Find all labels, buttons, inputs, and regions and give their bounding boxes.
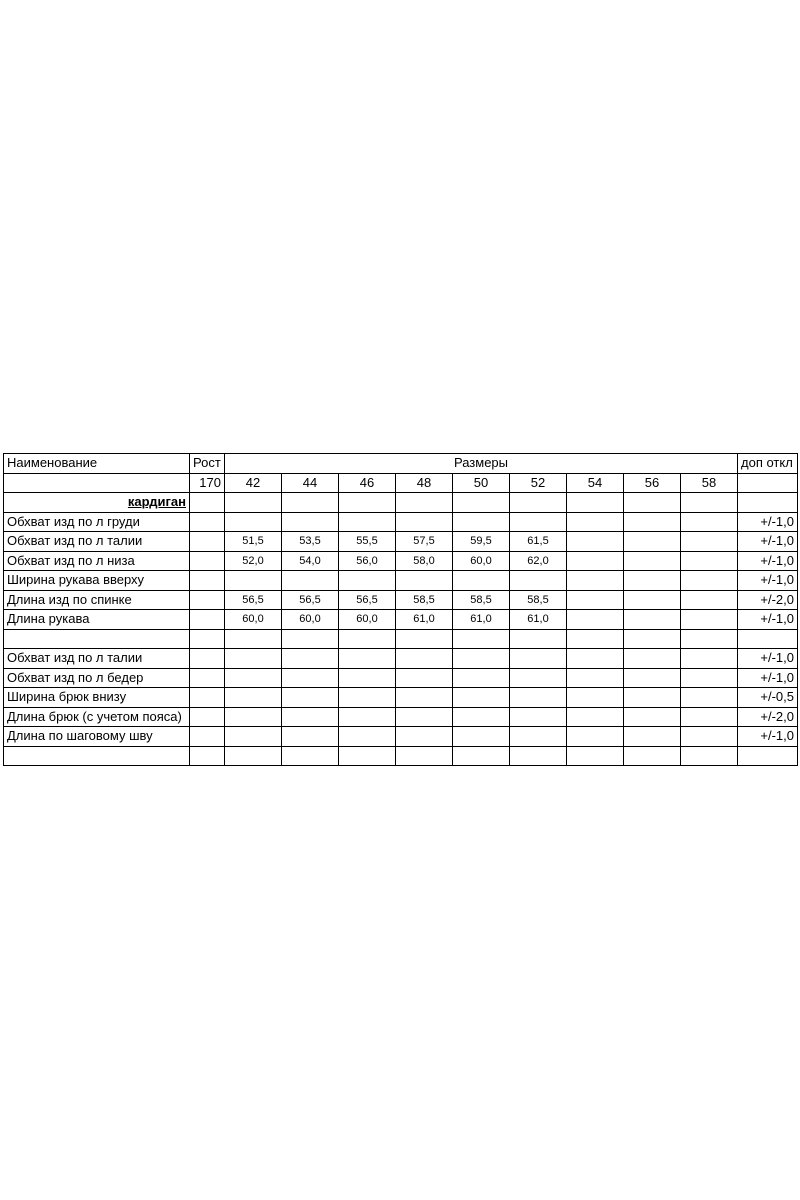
cell-empty — [190, 512, 225, 532]
header-sizes: Размеры — [225, 454, 738, 474]
cell-empty — [190, 551, 225, 571]
measurement-name: Длина рукава — [4, 610, 190, 630]
cell-empty — [190, 629, 225, 649]
tolerance-value: +/-1,0 — [738, 551, 798, 571]
measurement-value: 60,0 — [282, 610, 339, 630]
table-row — [4, 610, 798, 630]
table-row — [4, 668, 798, 688]
size-label: 42 — [225, 473, 282, 493]
tolerance-value: +/-1,0 — [738, 610, 798, 630]
measurement-value: 56,5 — [282, 590, 339, 610]
measurement-value — [624, 551, 681, 571]
cell-empty — [190, 532, 225, 552]
cut-off-row — [4, 746, 798, 766]
cell-empty — [282, 629, 339, 649]
cell-empty — [453, 493, 510, 513]
measurement-value — [681, 551, 738, 571]
table-row — [4, 512, 798, 532]
measurement-value: 56,5 — [339, 590, 396, 610]
size-label: 48 — [396, 473, 453, 493]
measurement-value: 53,5 — [282, 532, 339, 552]
measurement-value: 61,0 — [396, 610, 453, 630]
size-label: 50 — [453, 473, 510, 493]
cell-empty — [396, 493, 453, 513]
measurement-name: Длина по шаговому шву — [4, 727, 190, 747]
measurement-value — [339, 512, 396, 532]
measurement-name: Обхват изд по л бедер — [4, 668, 190, 688]
measurement-name: Обхват изд по л талии — [4, 649, 190, 669]
table-row — [4, 551, 798, 571]
table-row — [4, 571, 798, 591]
cell-empty — [453, 629, 510, 649]
measurement-value — [567, 590, 624, 610]
tolerance-value: +/-0,5 — [738, 688, 798, 708]
tolerance-value: +/-2,0 — [738, 590, 798, 610]
measurement-value — [624, 512, 681, 532]
measurement-name: Обхват изд по л низа — [4, 551, 190, 571]
cell-empty — [396, 629, 453, 649]
measurement-value: 58,0 — [396, 551, 453, 571]
measurement-name: Обхват изд по л груди — [4, 512, 190, 532]
cell-empty — [567, 629, 624, 649]
measurement-value: 60,0 — [225, 610, 282, 630]
measurement-value — [567, 551, 624, 571]
cell-empty — [4, 473, 190, 493]
cell-empty — [681, 493, 738, 513]
measurement-value: 62,0 — [510, 551, 567, 571]
table-row — [4, 590, 798, 610]
cell-empty — [738, 493, 798, 513]
measurement-name: Длина брюк (с учетом пояса) — [4, 707, 190, 727]
measurement-value — [225, 571, 282, 591]
cell-empty — [738, 473, 798, 493]
cell-empty — [4, 629, 190, 649]
measurement-value: 61,5 — [510, 532, 567, 552]
measurement-value: 60,0 — [453, 551, 510, 571]
measurement-value — [624, 532, 681, 552]
sizes-row — [4, 473, 798, 493]
tolerance-value: +/-1,0 — [738, 649, 798, 669]
cell-empty — [190, 590, 225, 610]
cell-empty — [282, 493, 339, 513]
measurement-value: 61,0 — [510, 610, 567, 630]
cell-empty — [225, 493, 282, 513]
measurement-name: Длина изд по спинке — [4, 590, 190, 610]
header-row — [4, 454, 798, 474]
measurement-value — [396, 571, 453, 591]
cell-empty — [681, 629, 738, 649]
size-chart-sheet — [3, 453, 797, 753]
measurement-value — [339, 571, 396, 591]
cell-empty — [339, 493, 396, 513]
measurement-value: 56,0 — [339, 551, 396, 571]
cell-empty — [510, 493, 567, 513]
measurement-value: 56,5 — [225, 590, 282, 610]
table-row — [4, 707, 798, 727]
measurement-value: 52,0 — [225, 551, 282, 571]
measurement-value — [681, 512, 738, 532]
measurement-value — [282, 512, 339, 532]
cell-empty — [624, 629, 681, 649]
measurement-value — [567, 532, 624, 552]
measurement-value — [624, 610, 681, 630]
measurement-value: 51,5 — [225, 532, 282, 552]
header-height: Рост — [190, 454, 225, 474]
size-label: 54 — [567, 473, 624, 493]
tolerance-value: +/-1,0 — [738, 571, 798, 591]
measurement-name: Ширина брюк внизу — [4, 688, 190, 708]
table-row — [4, 688, 798, 708]
size-chart-table — [3, 453, 798, 766]
measurement-value: 59,5 — [453, 532, 510, 552]
size-label: 44 — [282, 473, 339, 493]
measurement-value — [510, 571, 567, 591]
header-tolerance: доп откл — [738, 454, 798, 474]
measurement-name: Обхват изд по л талии — [4, 532, 190, 552]
measurement-value: 54,0 — [282, 551, 339, 571]
separator-row — [4, 629, 798, 649]
measurement-value — [453, 512, 510, 532]
measurement-value — [624, 590, 681, 610]
cell-empty — [190, 493, 225, 513]
cell-empty — [510, 629, 567, 649]
measurement-name: Ширина рукава вверху — [4, 571, 190, 591]
measurement-value: 58,5 — [510, 590, 567, 610]
cell-empty — [567, 493, 624, 513]
measurement-value — [567, 610, 624, 630]
cell-empty — [624, 493, 681, 513]
cell-empty — [190, 571, 225, 591]
cell-empty — [225, 629, 282, 649]
tolerance-value: +/-1,0 — [738, 668, 798, 688]
cell-empty — [738, 629, 798, 649]
measurement-value — [396, 512, 453, 532]
measurement-value — [567, 512, 624, 532]
size-label: 58 — [681, 473, 738, 493]
measurement-value: 61,0 — [453, 610, 510, 630]
measurement-value — [681, 610, 738, 630]
measurement-value — [567, 571, 624, 591]
tolerance-value: +/-1,0 — [738, 512, 798, 532]
measurement-value — [681, 532, 738, 552]
tolerance-value: +/-1,0 — [738, 532, 798, 552]
table-row — [4, 532, 798, 552]
measurement-value — [510, 512, 567, 532]
measurement-value: 58,5 — [453, 590, 510, 610]
measurement-value: 58,5 — [396, 590, 453, 610]
measurement-value — [681, 571, 738, 591]
measurement-value: 60,0 — [339, 610, 396, 630]
tolerance-value: +/-2,0 — [738, 707, 798, 727]
section-label-cardigan: кардиган — [4, 493, 190, 513]
cell-empty — [339, 629, 396, 649]
measurement-value — [225, 512, 282, 532]
measurement-value: 55,5 — [339, 532, 396, 552]
header-name: Наименование — [4, 454, 190, 474]
height-value: 170 — [190, 473, 225, 493]
cell-empty — [190, 610, 225, 630]
size-label: 56 — [624, 473, 681, 493]
size-label: 46 — [339, 473, 396, 493]
measurement-value — [624, 571, 681, 591]
tolerance-value: +/-1,0 — [738, 727, 798, 747]
measurement-value — [681, 590, 738, 610]
section-row — [4, 493, 798, 513]
measurement-value — [282, 571, 339, 591]
table-row — [4, 649, 798, 669]
size-label: 52 — [510, 473, 567, 493]
measurement-value: 57,5 — [396, 532, 453, 552]
measurement-value — [453, 571, 510, 591]
table-row — [4, 727, 798, 747]
